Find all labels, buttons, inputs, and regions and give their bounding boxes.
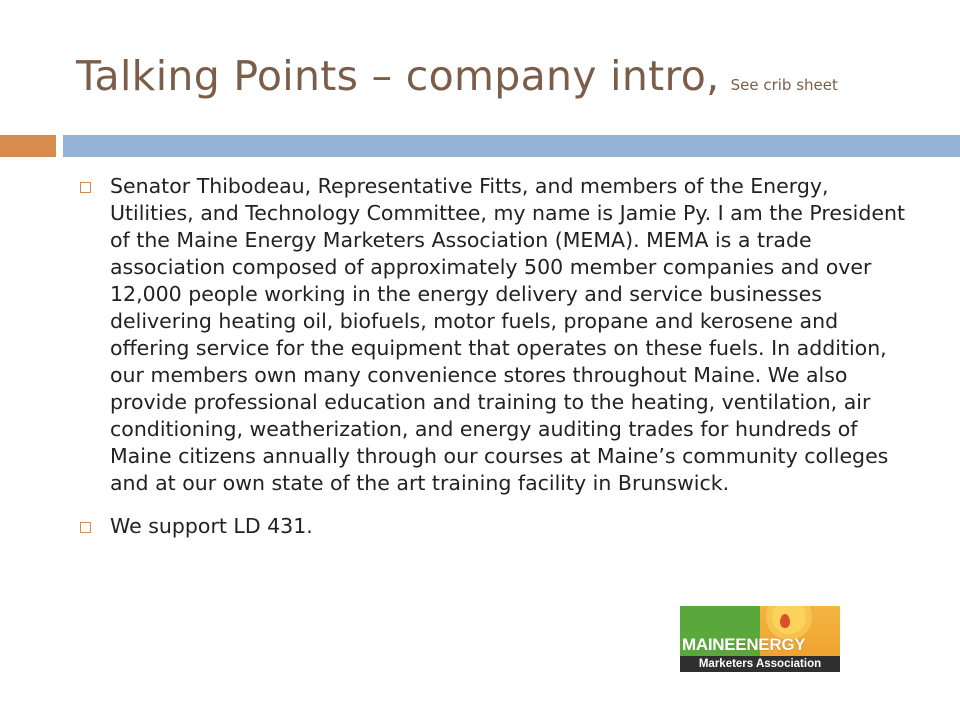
- bullet-item: [78, 173, 918, 497]
- bullet-text: We support LD 431.: [110, 514, 313, 538]
- mema-logo: [680, 606, 840, 672]
- bullet-text: Senator Thibodeau, Representative Fitts, and members of the Energy, Utilities, and Technology Committee, my name is Jamie Py. I am the President of the Maine Energy Marketers Association (MEMA). MEMA is a trade association composed of approximately 500 member companies and over 12,000 people working in the energy delivery and service businesses delivering heating oil, biofuels, motor fuels, propane and kerosene and offering service for the equipment that operates on these fuels. In addition, our members own many convenience stores throughout Maine. We also provide professional education and training to the heating, ventilation, air conditioning, weatherization, and energy auditing trades for hundreds of Maine citizens annually through our courses at Maine’s community colleges and at our own state of the art training facility in Brunswick.: [110, 174, 906, 495]
- logo-word-maine: MAINE: [682, 635, 736, 654]
- square-bullet-icon: [80, 182, 91, 193]
- flame-icon: [780, 614, 790, 628]
- title-subtitle: See crib sheet: [730, 76, 838, 94]
- logo-brand-text: [682, 636, 805, 654]
- bullet-list: [78, 173, 918, 556]
- logo-tagline: Marketers Association: [680, 656, 840, 672]
- bullet-item: [78, 513, 918, 540]
- accent-bar-blue: [63, 135, 960, 157]
- square-bullet-icon: [80, 522, 91, 533]
- title-text: Talking Points – company intro,: [76, 52, 720, 100]
- logo-word-energy: ENERGY: [735, 635, 806, 654]
- slide-title: [76, 52, 936, 112]
- accent-bar-orange: [0, 135, 56, 157]
